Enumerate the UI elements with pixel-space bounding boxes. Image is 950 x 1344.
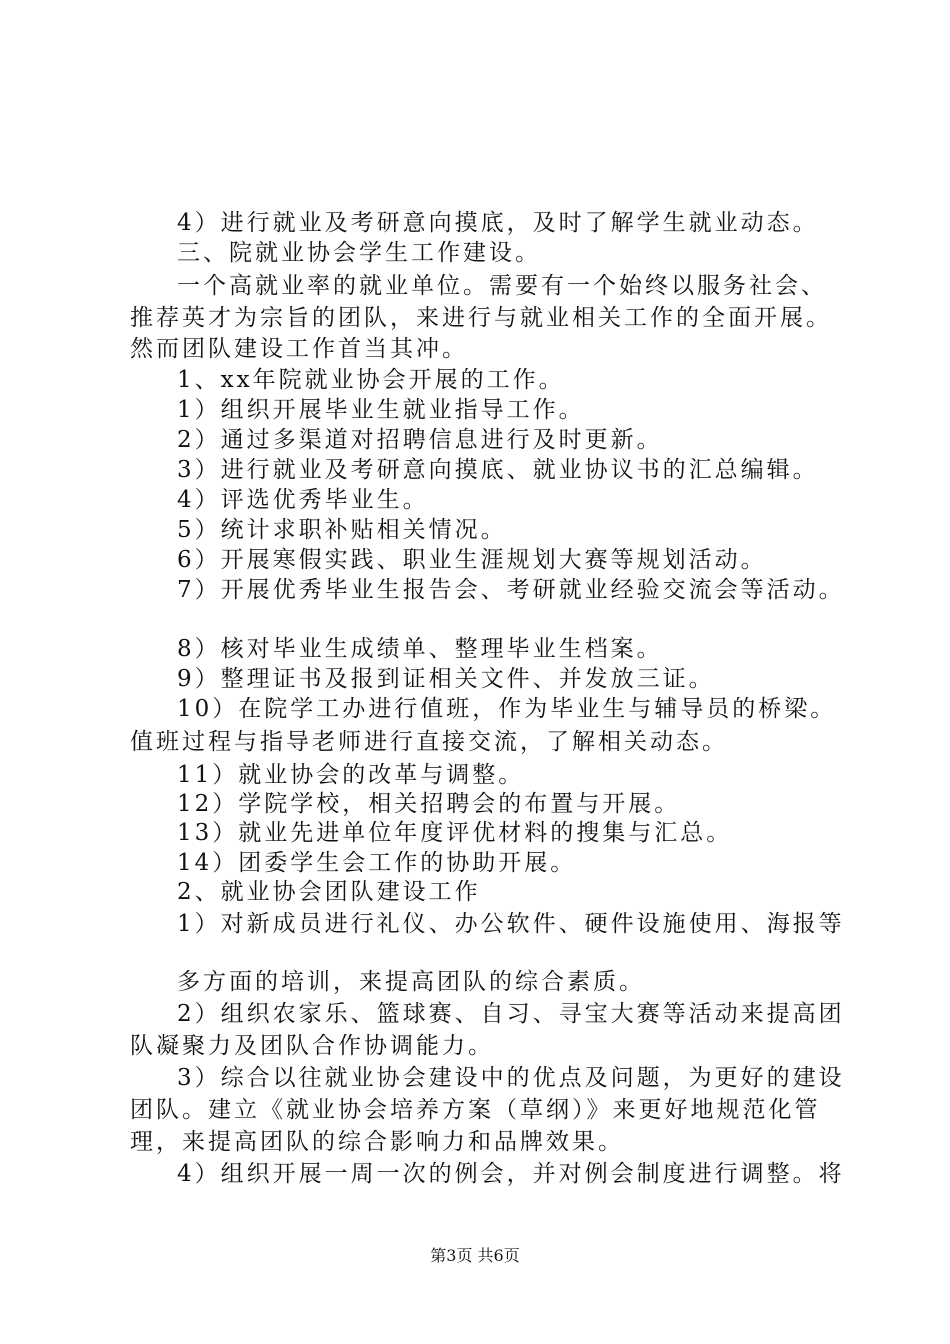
text-line: 4）进行就业及考研意向摸底，及时了解学生就业动态。 bbox=[177, 210, 819, 236]
text-line: 4）组织开展一周一次的例会，并对例会制度进行调整。将 bbox=[177, 1161, 845, 1187]
text-line: 7）开展优秀毕业生报告会、考研就业经验交流会等活动。 bbox=[177, 577, 845, 603]
text-line: 值班过程与指导老师进行直接交流，了解相关动态。 bbox=[130, 729, 728, 755]
text-line: 三、院就业协会学生工作建设。 bbox=[177, 240, 541, 266]
text-line: 团队。建立《就业协会培养方案（草纲）》来更好地规范化管 bbox=[130, 1097, 821, 1123]
text-line: 6）开展寒假实践、职业生涯规划大赛等规划活动。 bbox=[177, 547, 767, 573]
text-line: 11）就业协会的改革与调整。 bbox=[177, 762, 525, 788]
text-line: 队凝聚力及团队合作协调能力。 bbox=[130, 1033, 494, 1059]
text-line: 一个高就业率的就业单位。需要有一个始终以服务社会、 bbox=[177, 273, 827, 299]
text-line: 10）在院学工办进行值班，作为毕业生与辅导员的桥梁。 bbox=[177, 696, 837, 722]
text-line: 1、xx年院就业协会开展的工作。 bbox=[177, 367, 565, 393]
text-line: 2、就业协会团队建设工作 bbox=[177, 879, 481, 905]
text-line: 2）组织农家乐、篮球赛、自习、寻宝大赛等活动来提高团 bbox=[177, 1001, 845, 1027]
text-line: 1）组织开展毕业生就业指导工作。 bbox=[177, 397, 585, 423]
text-line: 推荐英才为宗旨的团队，来进行与就业相关工作的全面开展。 bbox=[130, 305, 832, 331]
text-line: 理，来提高团队的综合影响力和品牌效果。 bbox=[130, 1129, 624, 1155]
text-line: 1）对新成员进行礼仪、办公软件、硬件设施使用、海报等 bbox=[177, 911, 845, 937]
text-line: 5）统计求职补贴相关情况。 bbox=[177, 517, 507, 543]
text-line: 4）评选优秀毕业生。 bbox=[177, 487, 429, 513]
text-line: 14）团委学生会工作的协助开展。 bbox=[177, 850, 577, 876]
text-line: 3）综合以往就业协会建设中的优点及问题，为更好的建设 bbox=[177, 1065, 845, 1091]
text-line: 13）就业先进单位年度评优材料的搜集与汇总。 bbox=[177, 820, 733, 846]
text-line: 多方面的培训，来提高团队的综合素质。 bbox=[177, 969, 645, 995]
text-line: 2）通过多渠道对招聘信息进行及时更新。 bbox=[177, 427, 663, 453]
text-line: 9）整理证书及报到证相关文件、并发放三证。 bbox=[177, 666, 715, 692]
page-footer: 第3页 共6页 bbox=[430, 1246, 520, 1265]
text-line: 8）核对毕业生成绩单、整理毕业生档案。 bbox=[177, 636, 663, 662]
text-line: 然而团队建设工作首当其冲。 bbox=[130, 336, 468, 362]
text-line: 3）进行就业及考研意向摸底、就业协议书的汇总编辑。 bbox=[177, 457, 819, 483]
text-line: 12）学院学校，相关招聘会的布置与开展。 bbox=[177, 791, 681, 817]
